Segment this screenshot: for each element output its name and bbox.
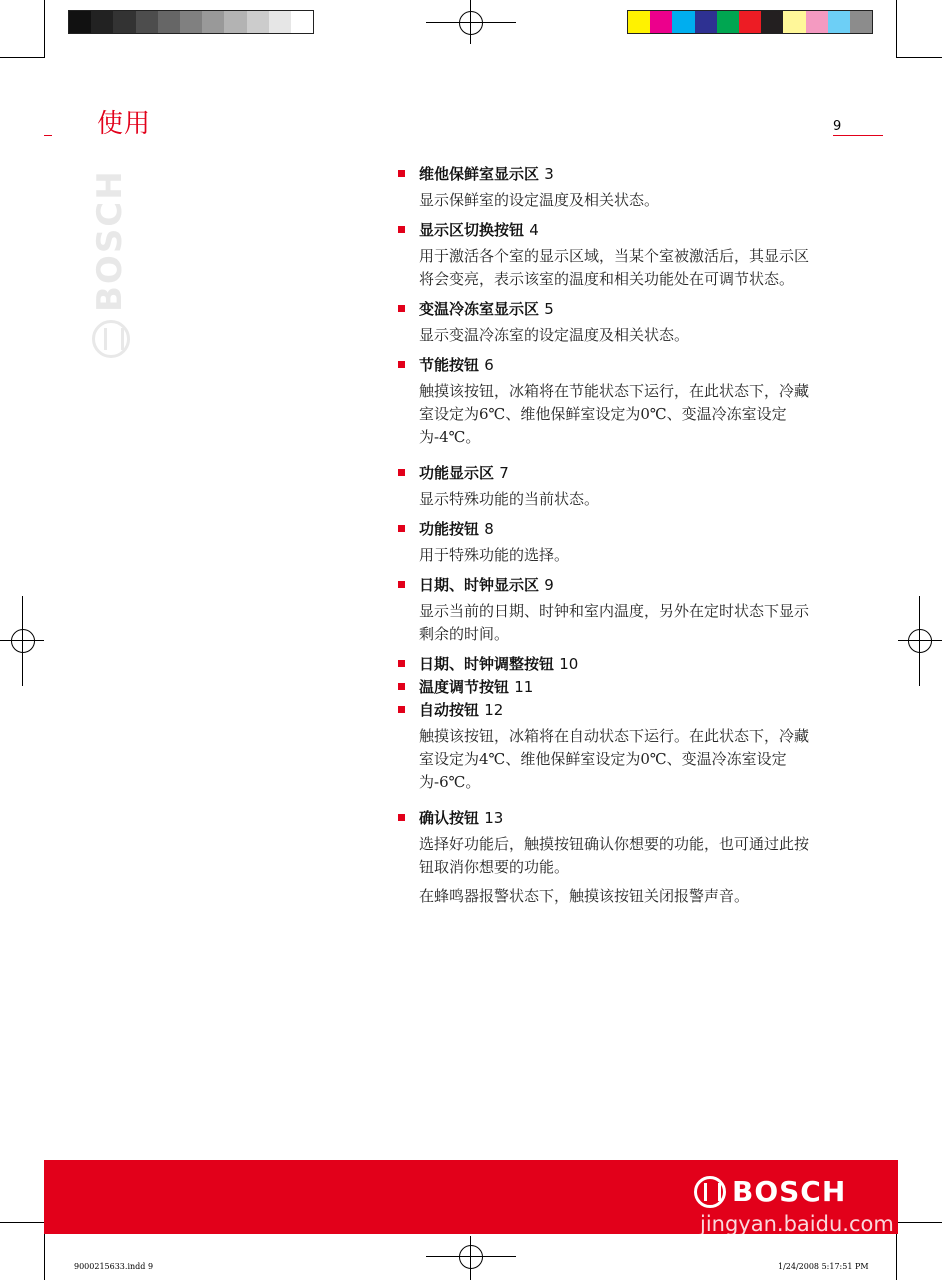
footer-brand-text: BOSCH — [732, 1175, 847, 1208]
item-description: 选择好功能后，触摸按钮确认你想要的功能，也可通过此按钮取消你想要的功能。 — [419, 835, 810, 876]
item-title-text: 维他保鲜室显示区 — [419, 165, 540, 183]
item-number: 8 — [484, 520, 494, 538]
print-slug-date: 1/24/2008 5:17:51 PM — [778, 1262, 869, 1271]
item-title — [419, 575, 823, 596]
color-swatch — [650, 11, 672, 33]
item-note: 在蜂鸣器报警状态下，触摸该按钮关闭报警声音。 — [419, 887, 750, 905]
bullet-icon — [398, 683, 405, 690]
item-number: 5 — [544, 300, 554, 318]
item-description: 显示变温冷冻室的设定温度及相关状态。 — [419, 326, 690, 344]
print-slug-file: 9000215633.indd 9 — [74, 1262, 154, 1271]
list-item — [398, 355, 823, 449]
side-brand-logo: BOSCH — [90, 169, 130, 312]
item-number: 10 — [559, 655, 579, 673]
footer-logo — [694, 1175, 846, 1208]
item-title-text: 节能按钮 — [419, 356, 480, 374]
section-title: 使用 — [97, 109, 152, 139]
item-description: 显示特殊功能的当前状态。 — [419, 490, 600, 508]
item-title — [419, 299, 823, 320]
item-title-text: 功能显示区 — [419, 464, 495, 482]
list-item — [398, 808, 823, 908]
item-number: 12 — [484, 701, 504, 719]
gray-swatch — [158, 11, 180, 33]
item-title — [419, 808, 823, 829]
item-number: 3 — [544, 165, 554, 183]
bullet-icon — [398, 525, 405, 532]
item-title — [419, 463, 823, 484]
color-swatch — [761, 11, 783, 33]
list-item — [398, 220, 823, 291]
color-swatch — [783, 11, 805, 33]
bullet-icon — [398, 581, 405, 588]
bullet-icon — [398, 469, 405, 476]
item-title — [419, 654, 823, 675]
color-swatch — [672, 11, 694, 33]
color-swatch — [628, 11, 650, 33]
item-title-text: 日期、时钟显示区 — [419, 576, 540, 594]
item-title-text: 功能按钮 — [419, 520, 480, 538]
crop-mark — [897, 57, 942, 58]
color-swatch — [739, 11, 761, 33]
bullet-icon — [398, 305, 405, 312]
color-swatch — [695, 11, 717, 33]
gray-swatch — [291, 11, 313, 33]
bosch-emblem-icon — [92, 320, 130, 358]
margin-tick — [44, 135, 52, 136]
list-item — [398, 463, 823, 511]
item-title — [419, 700, 823, 721]
page-number-rule — [833, 135, 883, 136]
list-item — [398, 677, 823, 698]
item-description: 显示当前的日期、时钟和室内温度，另外在定时状态下显示剩余的时间。 — [419, 602, 810, 643]
bullet-icon — [398, 170, 405, 177]
gray-swatch — [180, 11, 202, 33]
item-description: 用于特殊功能的选择。 — [419, 546, 570, 564]
item-title — [419, 220, 823, 241]
item-title-text: 日期、时钟调整按钮 — [419, 655, 555, 673]
list-item — [398, 575, 823, 646]
feature-list — [398, 164, 823, 908]
gray-swatch — [113, 11, 135, 33]
list-item — [398, 654, 823, 675]
color-swatch — [717, 11, 739, 33]
item-title — [419, 355, 823, 376]
gray-calibration-bar — [68, 10, 314, 34]
item-title-text: 确认按钮 — [419, 809, 480, 827]
crop-mark — [0, 57, 44, 58]
registration-circle-icon — [908, 629, 932, 653]
item-description: 显示保鲜室的设定温度及相关状态。 — [419, 191, 660, 209]
item-title-text: 温度调节按钮 — [419, 678, 510, 696]
bosch-emblem-icon — [694, 1176, 726, 1208]
gray-swatch — [91, 11, 113, 33]
gray-swatch — [136, 11, 158, 33]
item-number: 13 — [484, 809, 504, 827]
list-item — [398, 299, 823, 347]
bullet-icon — [398, 660, 405, 667]
gray-swatch — [224, 11, 246, 33]
list-item — [398, 519, 823, 567]
item-title-text: 显示区切换按钮 — [419, 221, 525, 239]
item-title-text: 自动按钮 — [419, 701, 480, 719]
watermark-text: jingyan.baidu.com — [700, 1212, 894, 1236]
registration-circle-icon — [459, 11, 483, 35]
color-swatch — [828, 11, 850, 33]
list-item — [398, 700, 823, 794]
item-description: 触摸该按钮，冰箱将在节能状态下运行，在此状态下，冷藏室设定为6℃、维他保鲜室设定为0℃、变温冷冻室设定为-4℃。 — [419, 382, 810, 446]
page-number: 9 — [833, 119, 842, 134]
gray-swatch — [202, 11, 224, 33]
item-number: 7 — [499, 464, 509, 482]
gray-swatch — [247, 11, 269, 33]
gray-swatch — [69, 11, 91, 33]
registration-circle-icon — [459, 1245, 483, 1269]
item-title — [419, 677, 823, 698]
item-title-text: 变温冷冻室显示区 — [419, 300, 540, 318]
item-number: 11 — [514, 678, 534, 696]
bullet-icon — [398, 814, 405, 821]
list-item — [398, 164, 823, 212]
registration-circle-icon — [11, 629, 35, 653]
bullet-icon — [398, 226, 405, 233]
color-calibration-bar — [627, 10, 873, 34]
item-number: 6 — [484, 356, 494, 374]
bullet-icon — [398, 706, 405, 713]
item-description: 用于激活各个室的显示区域，当某个室被激活后，其显示区将会变亮，表示该室的温度和相关功能处在可调节状态。 — [419, 247, 810, 288]
color-swatch — [850, 11, 872, 33]
color-swatch — [806, 11, 828, 33]
item-number: 9 — [544, 576, 554, 594]
item-title — [419, 519, 823, 540]
gray-swatch — [269, 11, 291, 33]
crop-mark — [896, 0, 897, 58]
crop-mark — [897, 1222, 942, 1223]
bullet-icon — [398, 361, 405, 368]
item-number: 4 — [529, 221, 539, 239]
item-description: 触摸该按钮，冰箱将在自动状态下运行。在此状态下，冷藏室设定为4℃、维他保鲜室设定为0℃、变温冷冻室设定为-6℃。 — [419, 727, 810, 791]
item-title — [419, 164, 823, 185]
crop-mark — [44, 0, 45, 58]
crop-mark — [0, 1222, 44, 1223]
